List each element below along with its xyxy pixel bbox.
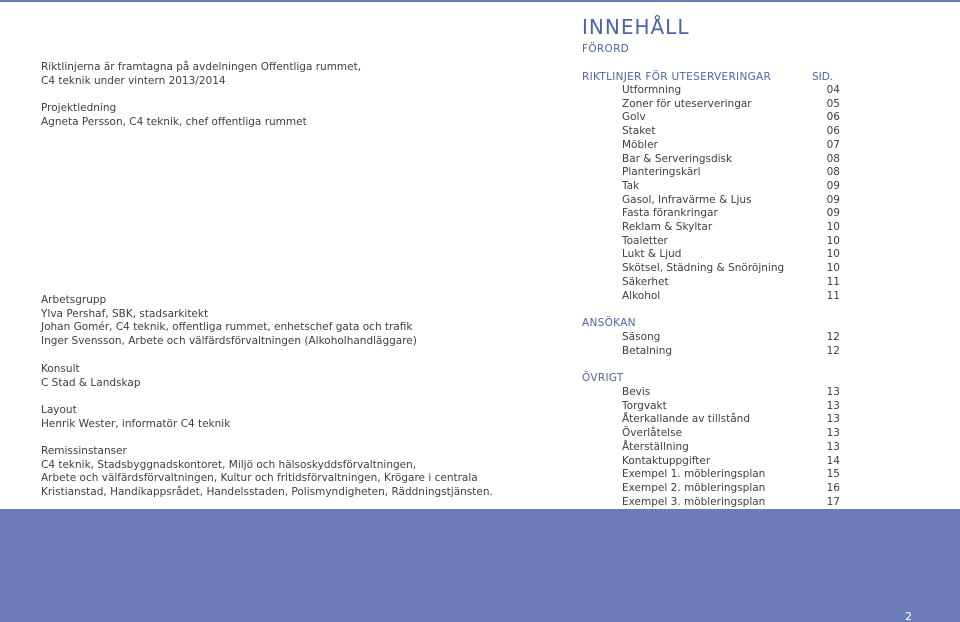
toc-entry[interactable] [622, 290, 840, 304]
toc-entry[interactable] [622, 427, 840, 441]
toc-foreword[interactable]: FÖRORD [582, 43, 630, 55]
layout-name: Henrik Wester, informatör C4 teknik [41, 417, 231, 430]
toc-entry-page: 17 [826, 495, 840, 508]
toc-entry-title: Säsong [622, 331, 661, 343]
working-group-member: Inger Svensson, Arbete och välfärdsförvaltningen (Alkoholhandläggare) [41, 334, 417, 347]
toc-entry[interactable] [622, 345, 840, 359]
toc-entry[interactable] [622, 153, 840, 167]
toc-entry[interactable] [622, 468, 840, 482]
toc-entry-page: 04 [826, 84, 840, 96]
intro-block [41, 61, 541, 88]
working-group-member: Johan Gomér, C4 teknik, offentliga rummet, enhetschef gata och trafik [41, 321, 413, 334]
toc-entry[interactable] [622, 207, 840, 221]
toc-entry-page: 09 [826, 193, 840, 206]
consultant-block [41, 363, 541, 390]
toc-entry-page: 10 [826, 262, 840, 275]
toc-entry-title: Reklam & Skyltar [622, 221, 713, 233]
toc-entry-title: Golv [622, 111, 646, 124]
toc-entry-title: Exempel 3. möbleringsplan [622, 495, 766, 508]
toc-entry-title: Torgvakt [622, 399, 667, 412]
toc-section-heading[interactable]: RIKTLINJER FÖR UTESERVERINGAR [582, 71, 772, 83]
intro-line: C4 teknik under vintern 2013/2014 [41, 74, 226, 87]
toc-entry[interactable] [622, 400, 840, 414]
toc-entry[interactable] [622, 482, 840, 496]
toc-entry-title: Exempel 1. möbleringsplan [622, 468, 766, 481]
toc-entry-page: 14 [826, 454, 840, 467]
toc-entry-page: 08 [826, 166, 840, 179]
toc-entry-page: 11 [826, 289, 840, 302]
toc-entry[interactable] [622, 248, 840, 262]
toc-entry-page: 08 [826, 152, 840, 165]
toc-entry[interactable] [622, 262, 840, 276]
toc-entry-title: Staket [622, 125, 656, 138]
layout-heading: Layout [41, 404, 77, 416]
toc-entry-page: 13 [826, 427, 840, 440]
consultees-line: Kristianstad, Handikappsrådet, Handelsstaden, Polismyndigheten, Räddningstjänsten. [41, 485, 493, 498]
page-number: 2 [905, 610, 912, 622]
toc-entry-title: Planteringskärl [622, 166, 701, 179]
consultees-heading: Remissinstanser [41, 445, 127, 457]
working-group-member: Ylva Pershaf, SBK, stadsarkitekt [41, 307, 209, 320]
toc-entry[interactable] [622, 166, 840, 180]
project-lead-block [41, 102, 541, 129]
working-group-block [41, 294, 541, 348]
toc-entry[interactable] [622, 180, 840, 194]
project-lead-name: Agneta Persson, C4 teknik, chef offentliga rummet [41, 115, 307, 128]
toc-entry-title: Möbler [622, 138, 658, 151]
intro-line: Riktlinjerna är framtagna på avdelningen Offentliga rummet, [41, 61, 362, 73]
toc-section-heading[interactable]: ANSÖKAN [582, 317, 636, 329]
toc-entry-page: 09 [826, 179, 840, 192]
toc-entry-title: Överlåtelse [622, 427, 683, 440]
toc-entry-title: Tak [622, 179, 640, 192]
toc-entry-page: 15 [826, 468, 840, 481]
toc-entry-page: 10 [826, 221, 840, 233]
toc-entry-page: 06 [826, 111, 840, 124]
toc-entry[interactable] [622, 331, 840, 345]
toc-entry-title: Utformning [622, 84, 682, 96]
toc-entry-page: 07 [826, 138, 840, 151]
consultant-name: C Stad & Landskap [41, 376, 141, 389]
toc-entry-page: 12 [826, 344, 840, 357]
toc-entry-title: Återställning [622, 440, 689, 453]
top-rule [0, 0, 960, 2]
toc-entry[interactable] [622, 98, 840, 112]
toc-entry-page: 13 [826, 413, 840, 426]
consultant-heading: Konsult [41, 363, 80, 375]
toc-entry-title: Alkohol [622, 289, 661, 302]
toc-entry[interactable] [622, 455, 840, 469]
toc-entry-page: 05 [826, 97, 840, 110]
toc-entry[interactable] [622, 139, 840, 153]
page-column-label: SID. [812, 71, 834, 83]
toc-entry-page: 12 [826, 331, 840, 343]
toc-entry[interactable] [622, 441, 840, 455]
toc-entry-page: 09 [826, 207, 840, 220]
toc-title: INNEHÅLL [582, 15, 690, 39]
toc-entry-title: Fasta förankringar [622, 207, 718, 220]
working-group-heading: Arbetsgrupp [41, 294, 107, 306]
toc-entry[interactable] [622, 84, 840, 98]
toc-entry-page: 16 [826, 481, 840, 494]
toc-entry[interactable] [622, 221, 840, 235]
toc-entry[interactable] [622, 235, 840, 249]
toc-entry-title: Toaletter [622, 234, 668, 247]
toc-entry-title: Betalning [622, 344, 673, 357]
toc-entry[interactable] [622, 276, 840, 290]
toc-entry[interactable] [622, 194, 840, 208]
toc-entry-title: Skötsel, Städning & Snöröjning [622, 262, 785, 275]
toc-entry-title: Återkallande av tillstånd [622, 413, 750, 426]
toc-entry-title: Säkerhet [622, 275, 669, 288]
toc-entry-title: Bar & Serveringsdisk [622, 152, 733, 165]
layout-block [41, 404, 541, 431]
toc-entry-title: Exempel 2. möbleringsplan [622, 481, 766, 494]
toc-entry-page: 06 [826, 125, 840, 138]
toc-section-heading[interactable]: ÖVRIGT [582, 372, 624, 384]
toc-entry-title: Kontaktuppgifter [622, 454, 711, 467]
toc-entry-page: 10 [826, 234, 840, 247]
toc-entry-page: 10 [826, 248, 840, 261]
toc-entry-page: 13 [826, 399, 840, 412]
toc-entry-title: Zoner för uteserveringar [622, 97, 752, 110]
toc-entry-page: 13 [826, 386, 840, 398]
toc-entry-title: Bevis [622, 386, 651, 398]
toc-entry-title: Gasol, Infravärme & Ljus [622, 193, 752, 206]
consultees-line: C4 teknik, Stadsbyggnadskontoret, Miljö och hälsoskyddsförvaltningen, [41, 458, 417, 471]
toc-entry[interactable] [622, 111, 840, 125]
toc-entry[interactable] [622, 413, 840, 427]
toc-entry-title: Lukt & Ljud [622, 248, 682, 261]
footer-band [0, 509, 960, 622]
consultees-line: Arbete och välfärdsförvaltningen, Kultur och fritidsförvaltningen, Krögare i centrala [41, 472, 478, 485]
project-lead-heading: Projektledning [41, 102, 117, 114]
toc-entry-page: 13 [826, 440, 840, 453]
toc-entry[interactable] [622, 125, 840, 139]
toc-entry[interactable] [622, 386, 840, 400]
toc-entry-page: 11 [826, 275, 840, 288]
consultees-block [41, 445, 541, 499]
toc-entry[interactable] [622, 496, 840, 510]
